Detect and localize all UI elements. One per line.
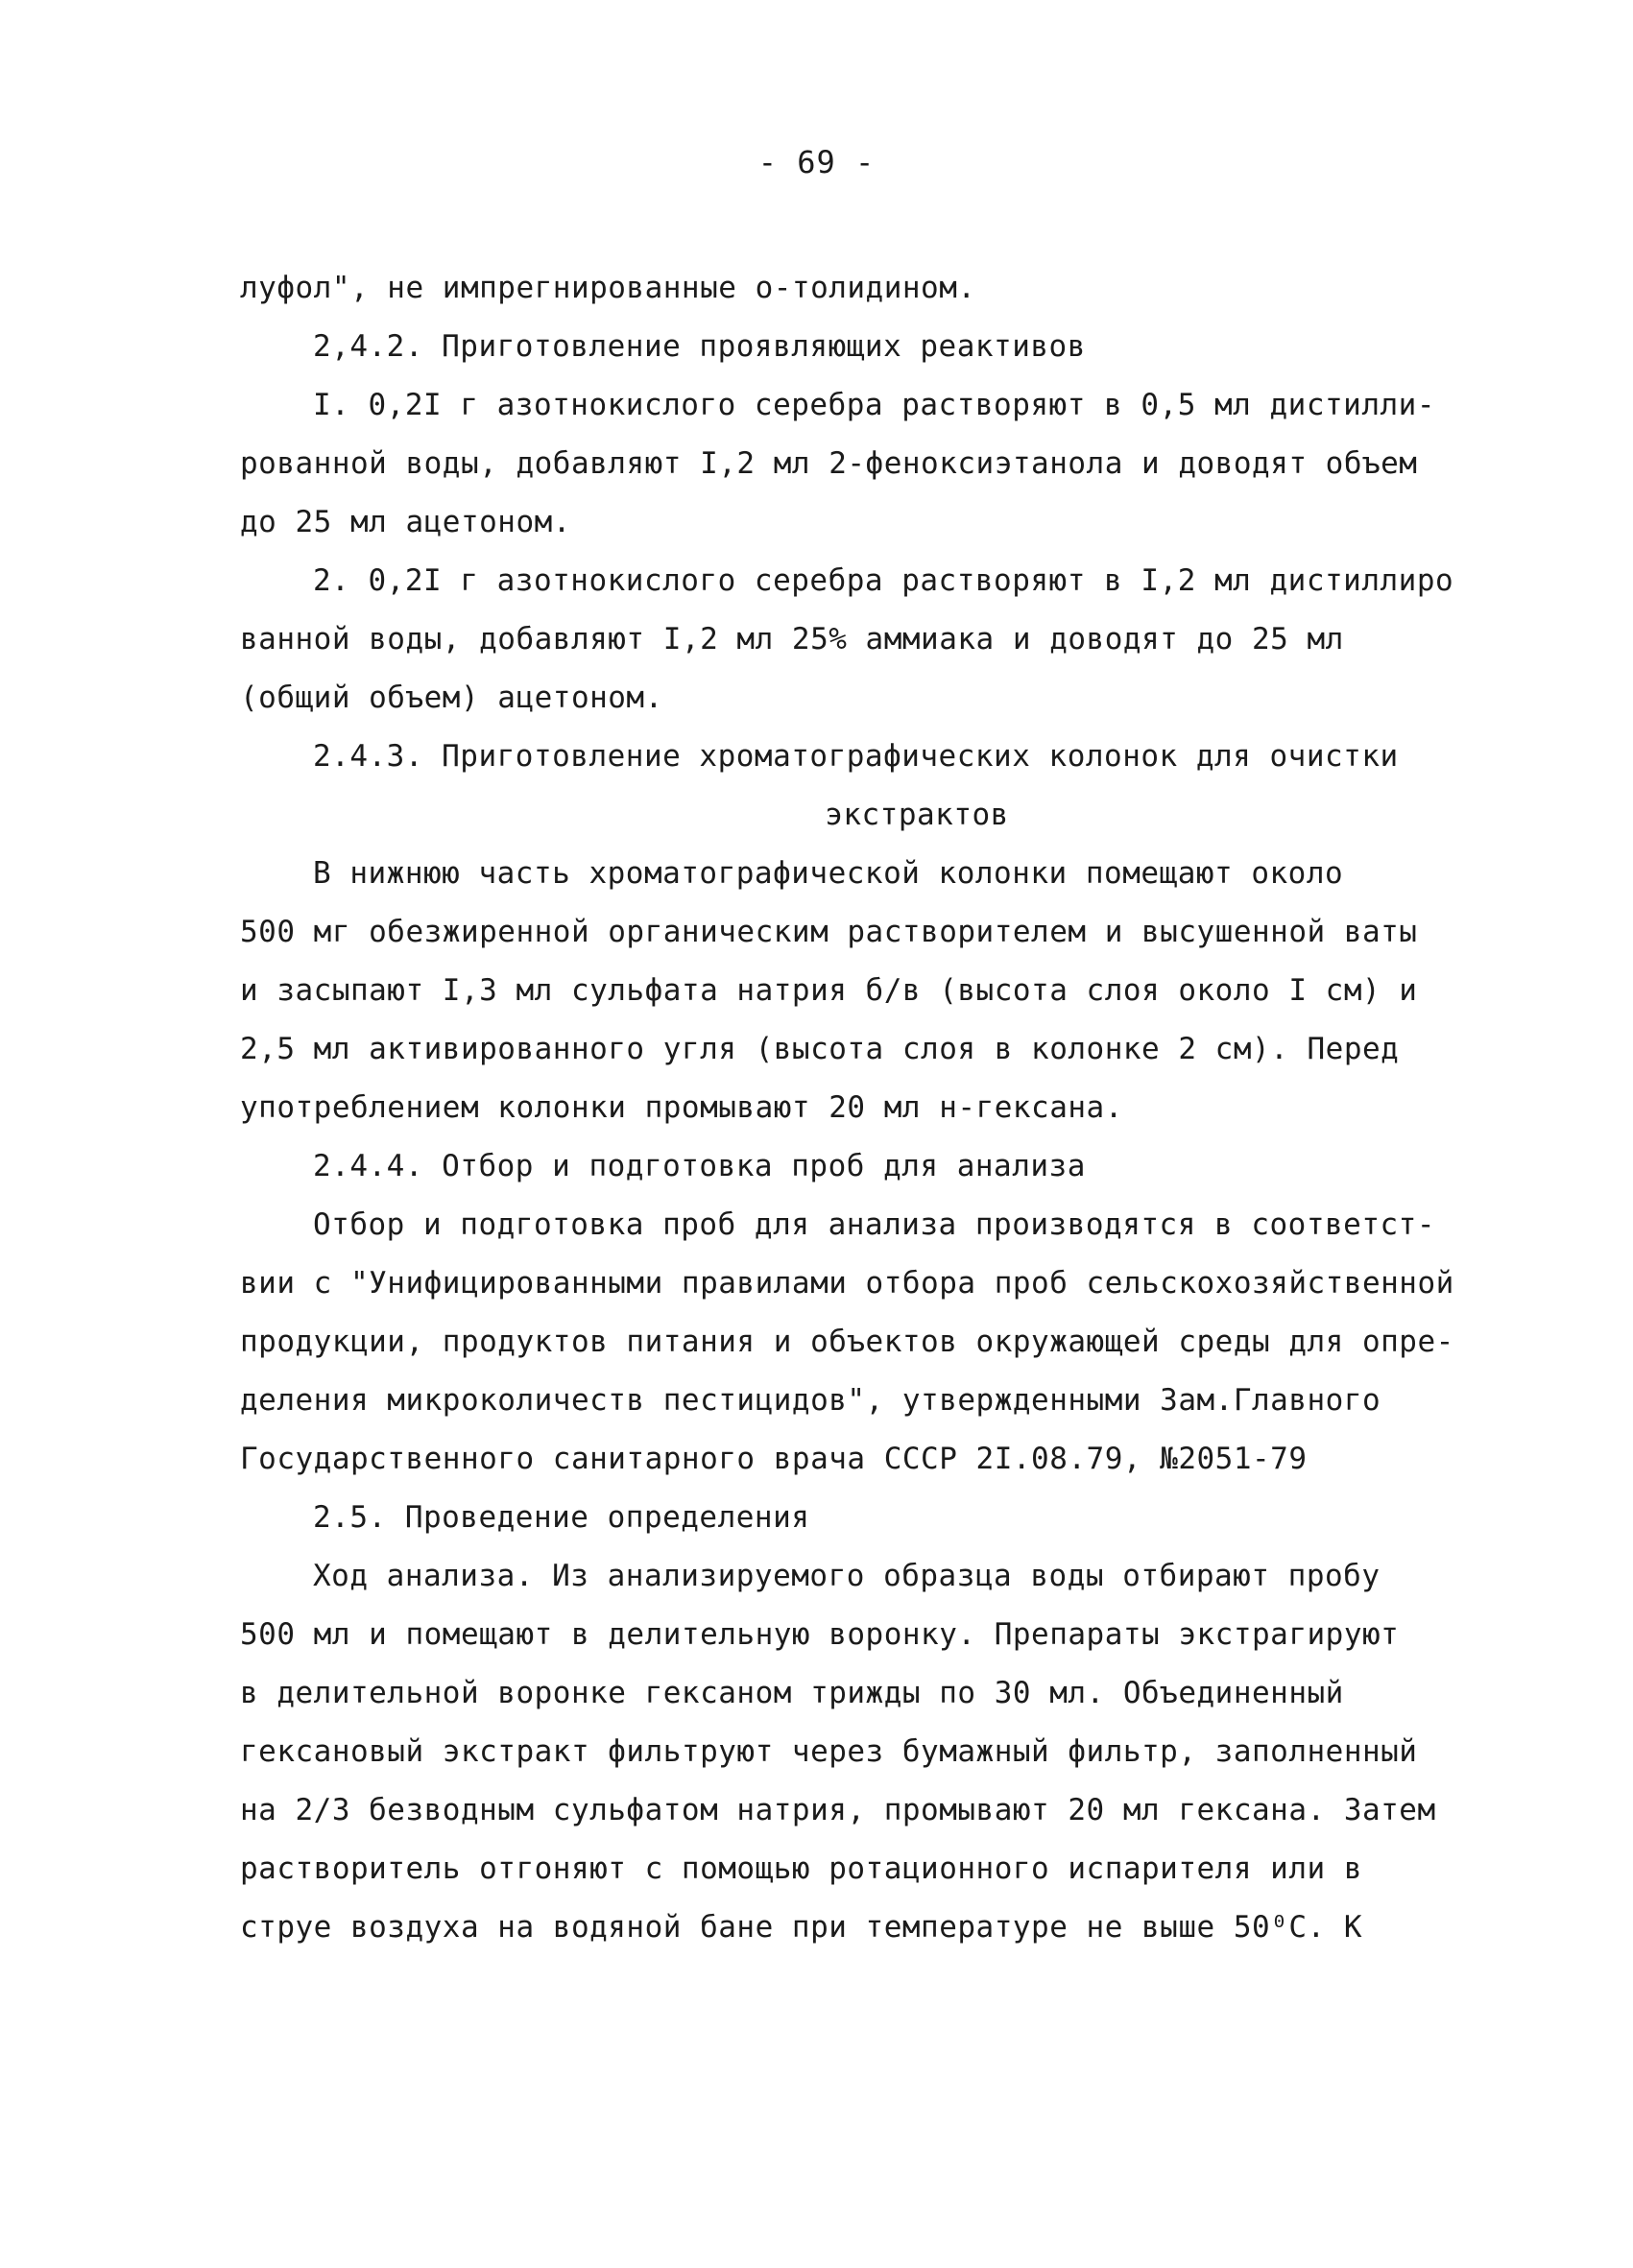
section-heading-2-4-3-continuation: экстрактов: [825, 798, 1009, 832]
text-line-23: Ход анализа. Из анализируемого образца воды отбирают пробу: [313, 1559, 1381, 1593]
text-line-20: деления микроколичеств пестицидов", утвержденными Зам.Главного: [240, 1383, 1381, 1418]
text-line-4: рованной воды, добавляют I,2 мл 2-феноксиэтанола и доводят объем: [240, 446, 1418, 481]
text-line-1: луфол", не импрегнированные о-толидином.: [240, 271, 976, 305]
text-line-29: струе воздуха на водяной бане при температуре не выше 50⁰С. К: [240, 1910, 1362, 1945]
text-line-13: и засыпают I,3 мл сульфата натрия б/в (высота слоя около I см) и: [240, 973, 1418, 1008]
text-line-28: растворитель отгоняют с помощью ротационного испарителя или в: [240, 1851, 1362, 1886]
text-line-18: вии с "Унифицированными правилами отбора проб сельскохозяйственной: [240, 1266, 1454, 1301]
text-line-21: Государственного санитарного врача СССР 2I.08.79, №2051-79: [240, 1442, 1308, 1476]
text-line-5: до 25 мл ацетоном.: [240, 505, 571, 539]
section-heading-2-4-4: 2.4.4. Отбор и подготовка проб для анализа: [313, 1149, 1086, 1183]
section-heading-2-5: 2.5. Проведение определения: [313, 1500, 810, 1535]
section-heading-2-4-2: 2,4.2. Приготовление проявляющих реактивов: [313, 329, 1086, 364]
text-line-14: 2,5 мл активированного угля (высота слоя в колонке 2 см). Перед: [240, 1032, 1400, 1066]
text-line-17: Отбор и подготовка проб для анализа производятся в соответст-: [313, 1207, 1435, 1242]
text-line-3: I. 0,2I г азотнокислого серебра растворяют в 0,5 мл дистилли-: [313, 388, 1435, 422]
document-body: [240, 259, 1454, 1957]
text-line-11: В нижнюю часть хроматографической колонки помещают около: [313, 856, 1344, 891]
text-line-26: гексановый экстракт фильтруют через бумажный фильтр, заполненный: [240, 1734, 1418, 1769]
text-line-7: ванной воды, добавляют I,2 мл 25% аммиака и доводят до 25 мл: [240, 622, 1344, 657]
text-line-15: употреблением колонки промывают 20 мл н-гексана.: [240, 1090, 1123, 1125]
text-line-27: на 2/3 безводным сульфатом натрия, промывают 20 мл гексана. Затем: [240, 1793, 1436, 1827]
text-line-8: (общий объем) ацетоном.: [240, 680, 663, 715]
text-line-6: 2. 0,2I г азотнокислого серебра растворяют в I,2 мл дистиллиро: [313, 563, 1454, 598]
text-line-24: 500 мл и помещают в делительную воронку. Препараты экстрагируют: [240, 1617, 1400, 1652]
section-heading-2-4-3: 2.4.3. Приготовление хроматографических колонок для очистки: [313, 739, 1399, 774]
text-line-25: в делительной воронке гексаном трижды по 30 мл. Объединенный: [240, 1676, 1344, 1710]
text-line-19: продукции, продуктов питания и объектов окружающей среды для опре-: [240, 1325, 1454, 1359]
page-number: - 69 -: [757, 144, 876, 180]
text-line-12: 500 мг обезжиренной органическим растворителем и высушенной ваты: [240, 915, 1418, 949]
